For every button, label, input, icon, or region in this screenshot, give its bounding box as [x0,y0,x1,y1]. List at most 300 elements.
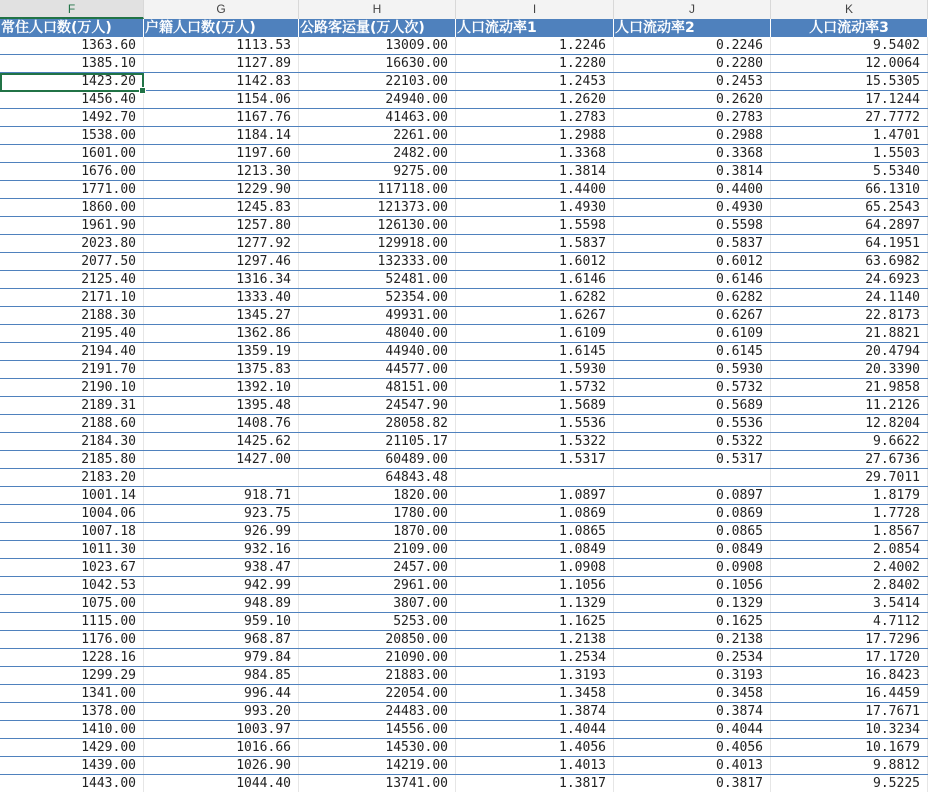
cell-f[interactable]: 1429.00 [0,739,144,756]
cell-i[interactable]: 1.3817 [456,775,614,792]
cell-h[interactable]: 14219.00 [299,757,456,774]
cell-g[interactable]: 1026.90 [144,757,299,774]
cell-f[interactable]: 1771.00 [0,181,144,198]
cell-h[interactable]: 21105.17 [299,433,456,450]
cell-g[interactable] [144,469,299,486]
cell-f[interactable]: 2125.40 [0,271,144,288]
cell-i[interactable]: 1.1056 [456,577,614,594]
cell-g[interactable]: 1277.92 [144,235,299,252]
cell-i[interactable]: 1.5317 [456,451,614,468]
cell-i[interactable]: 1.1329 [456,595,614,612]
cell-g[interactable]: 993.20 [144,703,299,720]
cell-i[interactable]: 1.1625 [456,613,614,630]
cell-g[interactable]: 1044.40 [144,775,299,792]
cell-k[interactable]: 3.5414 [771,595,928,612]
cell-f[interactable]: 1363.60 [0,37,144,54]
cell-g[interactable]: 1154.06 [144,91,299,108]
table-row [0,685,928,703]
cell-f[interactable]: 1443.00 [0,775,144,792]
cell-i[interactable]: 1.5536 [456,415,614,432]
cell-h[interactable]: 44940.00 [299,343,456,360]
cell-k[interactable]: 27.6736 [771,451,928,468]
cell-k[interactable]: 24.1140 [771,289,928,306]
cell-g[interactable]: 1316.34 [144,271,299,288]
cell-j[interactable]: 0.1056 [614,577,771,594]
cell-h[interactable]: 24547.90 [299,397,456,414]
cell-i[interactable]: 1.2988 [456,127,614,144]
table-row [0,127,928,145]
cell-h[interactable]: 2261.00 [299,127,456,144]
cell-f[interactable]: 1423.20 [0,73,144,90]
cell-j[interactable]: 0.6145 [614,343,771,360]
column-letter-i[interactable]: I [456,0,614,19]
cell-j[interactable]: 0.2620 [614,91,771,108]
cell-f[interactable]: 1860.00 [0,199,144,216]
cell-j[interactable]: 0.6146 [614,271,771,288]
cell-f[interactable]: 2188.60 [0,415,144,432]
cell-f[interactable]: 2023.80 [0,235,144,252]
cell-g[interactable]: 918.71 [144,487,299,504]
cell-i[interactable] [456,469,614,486]
cell-i[interactable]: 1.3814 [456,163,614,180]
header-cell-j[interactable]: 人口流动率2 [614,19,771,37]
table-row [0,73,928,91]
header-cell-h[interactable]: 公路客运量(万人次) [299,19,456,37]
cell-f[interactable]: 1001.14 [0,487,144,504]
column-letter-k[interactable]: K [771,0,928,19]
cell-h[interactable]: 1780.00 [299,505,456,522]
cell-g[interactable]: 1113.53 [144,37,299,54]
table-row [0,667,928,685]
cell-h[interactable]: 2109.00 [299,541,456,558]
cell-k[interactable]: 16.8423 [771,667,928,684]
cell-i[interactable]: 1.0869 [456,505,614,522]
cell-j[interactable]: 0.5317 [614,451,771,468]
cell-h[interactable]: 1820.00 [299,487,456,504]
cell-j[interactable]: 0.6012 [614,253,771,270]
cell-j[interactable]: 0.3458 [614,685,771,702]
cell-g[interactable]: 984.85 [144,667,299,684]
header-cell-g[interactable]: 户籍人口数(万人) [144,19,299,37]
cell-g[interactable]: 959.10 [144,613,299,630]
table-row [0,361,928,379]
cell-i[interactable]: 1.0849 [456,541,614,558]
table-row [0,433,928,451]
cell-j[interactable]: 0.1625 [614,613,771,630]
cell-k[interactable]: 64.1951 [771,235,928,252]
cell-i[interactable]: 1.6282 [456,289,614,306]
table-row [0,541,928,559]
cell-k[interactable]: 12.8204 [771,415,928,432]
cell-f[interactable]: 1341.00 [0,685,144,702]
table-row [0,379,928,397]
cell-i[interactable]: 1.0865 [456,523,614,540]
table-row [0,199,928,217]
cell-i[interactable]: 1.6145 [456,343,614,360]
cell-k[interactable]: 10.1679 [771,739,928,756]
column-letter-g[interactable]: G [144,0,299,19]
cell-h[interactable]: 16630.00 [299,55,456,72]
table-row [0,271,928,289]
cell-j[interactable]: 0.2280 [614,55,771,72]
cell-h[interactable]: 2961.00 [299,577,456,594]
cell-g[interactable]: 923.75 [144,505,299,522]
cell-j[interactable]: 0.3817 [614,775,771,792]
cell-f[interactable]: 2171.10 [0,289,144,306]
cell-g[interactable]: 1333.40 [144,289,299,306]
cell-g[interactable]: 1297.46 [144,253,299,270]
cell-i[interactable]: 1.2246 [456,37,614,54]
cell-g[interactable]: 1213.30 [144,163,299,180]
cell-i[interactable]: 1.4044 [456,721,614,738]
cell-k[interactable]: 29.7011 [771,469,928,486]
cell-f[interactable]: 1492.70 [0,109,144,126]
column-header-bar [0,0,928,20]
cell-j[interactable]: 0.0897 [614,487,771,504]
cell-h[interactable]: 52481.00 [299,271,456,288]
cell-h[interactable]: 132333.00 [299,253,456,270]
cell-k[interactable]: 4.7112 [771,613,928,630]
table-row [0,739,928,757]
cell-f[interactable]: 1228.16 [0,649,144,666]
cell-i[interactable]: 1.6267 [456,307,614,324]
cell-g[interactable]: 1184.14 [144,127,299,144]
cell-k[interactable]: 64.2897 [771,217,928,234]
cell-f[interactable]: 2184.30 [0,433,144,450]
table-row [0,37,928,55]
cell-f[interactable]: 1075.00 [0,595,144,612]
cell-f[interactable]: 1456.40 [0,91,144,108]
cell-f[interactable]: 1601.00 [0,145,144,162]
table-row [0,451,928,469]
cell-i[interactable]: 1.5732 [456,379,614,396]
cell-k[interactable]: 1.5503 [771,145,928,162]
cell-k[interactable]: 1.8179 [771,487,928,504]
cell-k[interactable]: 21.9858 [771,379,928,396]
cell-k[interactable]: 20.3390 [771,361,928,378]
cell-k[interactable]: 16.4459 [771,685,928,702]
cell-k[interactable]: 21.8821 [771,325,928,342]
table-row [0,775,928,792]
cell-h[interactable]: 3807.00 [299,595,456,612]
cell-j[interactable]: 0.2534 [614,649,771,666]
cell-f[interactable]: 1439.00 [0,757,144,774]
cell-j[interactable]: 0.4044 [614,721,771,738]
column-letter-f[interactable]: F [0,0,144,19]
table-row [0,217,928,235]
table-row [0,253,928,271]
table-row [0,631,928,649]
cell-h[interactable]: 2457.00 [299,559,456,576]
cell-i[interactable]: 1.3368 [456,145,614,162]
table-row [0,235,928,253]
cell-h[interactable]: 48040.00 [299,325,456,342]
cell-h[interactable]: 22054.00 [299,685,456,702]
cell-f[interactable]: 1676.00 [0,163,144,180]
cell-j[interactable]: 0.1329 [614,595,771,612]
cell-i[interactable]: 1.3874 [456,703,614,720]
cell-j[interactable]: 0.0865 [614,523,771,540]
table-row [0,109,928,127]
cell-g[interactable]: 1408.76 [144,415,299,432]
cell-i[interactable]: 1.0908 [456,559,614,576]
table-row [0,703,928,721]
cell-k[interactable]: 9.5225 [771,775,928,792]
column-letter-j[interactable]: J [614,0,771,19]
cell-i[interactable]: 1.2620 [456,91,614,108]
cell-h[interactable]: 13741.00 [299,775,456,792]
cell-i[interactable]: 1.5837 [456,235,614,252]
cell-f[interactable]: 1115.00 [0,613,144,630]
cell-k[interactable]: 1.4701 [771,127,928,144]
cell-f[interactable]: 1378.00 [0,703,144,720]
cell-i[interactable]: 1.6012 [456,253,614,270]
table-row [0,469,928,487]
cell-k[interactable]: 66.1310 [771,181,928,198]
table-row [0,307,928,325]
cell-k[interactable]: 9.8812 [771,757,928,774]
cell-f[interactable]: 1299.29 [0,667,144,684]
table-row [0,55,928,73]
cell-f[interactable]: 1004.06 [0,505,144,522]
cell-j[interactable]: 0.5689 [614,397,771,414]
cell-j[interactable]: 0.0908 [614,559,771,576]
header-cell-i[interactable]: 人口流动率1 [456,19,614,37]
cell-k[interactable]: 10.3234 [771,721,928,738]
cell-g[interactable]: 1245.83 [144,199,299,216]
cell-h[interactable]: 20850.00 [299,631,456,648]
table-row [0,595,928,613]
cell-f[interactable]: 2194.40 [0,343,144,360]
cell-g[interactable]: 1016.66 [144,739,299,756]
cell-f[interactable]: 1961.90 [0,217,144,234]
cell-f[interactable]: 2195.40 [0,325,144,342]
cell-j[interactable]: 0.5930 [614,361,771,378]
cell-k[interactable]: 2.0854 [771,541,928,558]
cell-h[interactable]: 14556.00 [299,721,456,738]
cell-f[interactable]: 1410.00 [0,721,144,738]
cell-k[interactable]: 17.1244 [771,91,928,108]
cell-h[interactable]: 121373.00 [299,199,456,216]
cell-h[interactable]: 13009.00 [299,37,456,54]
cell-k[interactable]: 5.5340 [771,163,928,180]
cell-j[interactable]: 0.4013 [614,757,771,774]
table-row [0,721,928,739]
cell-g[interactable]: 996.44 [144,685,299,702]
cell-h[interactable]: 21883.00 [299,667,456,684]
cell-g[interactable]: 1375.83 [144,361,299,378]
cell-i[interactable]: 1.6109 [456,325,614,342]
cell-f[interactable]: 1538.00 [0,127,144,144]
cell-f[interactable]: 2183.20 [0,469,144,486]
table-row [0,559,928,577]
cell-h[interactable]: 117118.00 [299,181,456,198]
cell-j[interactable]: 0.3368 [614,145,771,162]
cell-i[interactable]: 1.2534 [456,649,614,666]
cell-k[interactable]: 2.8402 [771,577,928,594]
cell-f[interactable]: 2077.50 [0,253,144,270]
cell-i[interactable]: 1.4930 [456,199,614,216]
cell-j[interactable]: 0.2138 [614,631,771,648]
cell-k[interactable]: 17.7671 [771,703,928,720]
cell-j[interactable]: 0.2453 [614,73,771,90]
cell-j[interactable]: 0.0869 [614,505,771,522]
cell-f[interactable]: 2188.30 [0,307,144,324]
cell-j[interactable]: 0.5837 [614,235,771,252]
cell-k[interactable]: 9.6622 [771,433,928,450]
cell-f[interactable]: 1176.00 [0,631,144,648]
cell-g[interactable]: 1127.89 [144,55,299,72]
cell-g[interactable]: 942.99 [144,577,299,594]
cell-h[interactable]: 21090.00 [299,649,456,666]
table-row [0,757,928,775]
cell-f[interactable]: 1007.18 [0,523,144,540]
cell-f[interactable]: 1385.10 [0,55,144,72]
table-row [0,163,928,181]
cell-g[interactable]: 948.89 [144,595,299,612]
cell-i[interactable]: 1.2453 [456,73,614,90]
cell-j[interactable]: 0.0849 [614,541,771,558]
cell-h[interactable]: 2482.00 [299,145,456,162]
cell-j[interactable]: 0.3193 [614,667,771,684]
cell-i[interactable]: 1.5598 [456,217,614,234]
table-header-row [0,19,928,37]
cell-h[interactable]: 24483.00 [299,703,456,720]
cell-i[interactable]: 1.2783 [456,109,614,126]
cell-j[interactable]: 0.5536 [614,415,771,432]
cell-g[interactable]: 932.16 [144,541,299,558]
cell-k[interactable]: 2.4002 [771,559,928,576]
cell-g[interactable]: 1427.00 [144,451,299,468]
table-row [0,415,928,433]
cell-h[interactable]: 9275.00 [299,163,456,180]
cell-g[interactable]: 968.87 [144,631,299,648]
cell-j[interactable]: 0.5732 [614,379,771,396]
cell-i[interactable]: 1.0897 [456,487,614,504]
cell-k[interactable]: 1.7728 [771,505,928,522]
table-row [0,613,928,631]
cell-g[interactable]: 1003.97 [144,721,299,738]
cell-i[interactable]: 1.5930 [456,361,614,378]
cell-j[interactable]: 0.6267 [614,307,771,324]
cell-k[interactable]: 11.2126 [771,397,928,414]
cell-h[interactable]: 129918.00 [299,235,456,252]
cell-g[interactable]: 1392.10 [144,379,299,396]
column-letter-h[interactable]: H [299,0,456,19]
cell-i[interactable]: 1.2280 [456,55,614,72]
cell-g[interactable]: 1197.60 [144,145,299,162]
cell-h[interactable]: 64843.48 [299,469,456,486]
table-row [0,91,928,109]
cell-h[interactable]: 126130.00 [299,217,456,234]
cell-g[interactable]: 1167.76 [144,109,299,126]
cell-j[interactable]: 0.2246 [614,37,771,54]
cell-i[interactable]: 1.2138 [456,631,614,648]
cell-k[interactable]: 15.5305 [771,73,928,90]
cell-j[interactable]: 0.2988 [614,127,771,144]
cell-j[interactable]: 0.5598 [614,217,771,234]
cell-j[interactable]: 0.4056 [614,739,771,756]
table-row [0,523,928,541]
cell-j[interactable]: 0.2783 [614,109,771,126]
cell-g[interactable]: 926.99 [144,523,299,540]
cell-h[interactable]: 22103.00 [299,73,456,90]
cell-k[interactable]: 1.8567 [771,523,928,540]
cell-h[interactable]: 1870.00 [299,523,456,540]
cell-j[interactable]: 0.6109 [614,325,771,342]
cell-f[interactable]: 2190.10 [0,379,144,396]
cell-g[interactable]: 1395.48 [144,397,299,414]
header-cell-f[interactable]: 常住人口数(万人) [0,19,144,37]
cell-k[interactable]: 17.7296 [771,631,928,648]
cell-k[interactable]: 24.6923 [771,271,928,288]
cell-k[interactable]: 17.1720 [771,649,928,666]
cell-k[interactable]: 22.8173 [771,307,928,324]
cell-f[interactable]: 2185.80 [0,451,144,468]
cell-j[interactable]: 0.3814 [614,163,771,180]
cell-f[interactable]: 2189.31 [0,397,144,414]
cell-g[interactable]: 938.47 [144,559,299,576]
cell-k[interactable]: 63.6982 [771,253,928,270]
cell-i[interactable]: 1.3458 [456,685,614,702]
cell-i[interactable]: 1.3193 [456,667,614,684]
cell-i[interactable]: 1.6146 [456,271,614,288]
cell-h[interactable]: 49931.00 [299,307,456,324]
cell-h[interactable]: 41463.00 [299,109,456,126]
table-row [0,505,928,523]
cell-g[interactable]: 1142.83 [144,73,299,90]
cell-g[interactable]: 979.84 [144,649,299,666]
cell-j[interactable]: 0.4930 [614,199,771,216]
cell-h[interactable]: 48151.00 [299,379,456,396]
cell-i[interactable]: 1.4056 [456,739,614,756]
cell-j[interactable]: 0.4400 [614,181,771,198]
cell-i[interactable]: 1.5322 [456,433,614,450]
cell-h[interactable]: 24940.00 [299,91,456,108]
cell-h[interactable]: 60489.00 [299,451,456,468]
cell-j[interactable]: 0.3874 [614,703,771,720]
cell-g[interactable]: 1257.80 [144,217,299,234]
cell-i[interactable]: 1.4400 [456,181,614,198]
header-cell-k[interactable]: 人口流动率3 [771,19,928,37]
cell-j[interactable]: 0.6282 [614,289,771,306]
cell-i[interactable]: 1.5689 [456,397,614,414]
cell-j[interactable]: 0.5322 [614,433,771,450]
cell-g[interactable]: 1229.90 [144,181,299,198]
cell-h[interactable]: 28058.82 [299,415,456,432]
cell-h[interactable]: 5253.00 [299,613,456,630]
cell-h[interactable]: 52354.00 [299,289,456,306]
cell-k[interactable]: 12.0064 [771,55,928,72]
cell-k[interactable]: 27.7772 [771,109,928,126]
cell-g[interactable]: 1362.86 [144,325,299,342]
cell-g[interactable]: 1359.19 [144,343,299,360]
cell-h[interactable]: 44577.00 [299,361,456,378]
cell-f[interactable]: 2191.70 [0,361,144,378]
cell-j[interactable] [614,469,771,486]
table-row [0,487,928,505]
cell-k[interactable]: 65.2543 [771,199,928,216]
cell-f[interactable]: 1042.53 [0,577,144,594]
cell-k[interactable]: 9.5402 [771,37,928,54]
cell-g[interactable]: 1345.27 [144,307,299,324]
cell-i[interactable]: 1.4013 [456,757,614,774]
cell-f[interactable]: 1023.67 [0,559,144,576]
cell-h[interactable]: 14530.00 [299,739,456,756]
cell-g[interactable]: 1425.62 [144,433,299,450]
cell-f[interactable]: 1011.30 [0,541,144,558]
cell-k[interactable]: 20.4794 [771,343,928,360]
